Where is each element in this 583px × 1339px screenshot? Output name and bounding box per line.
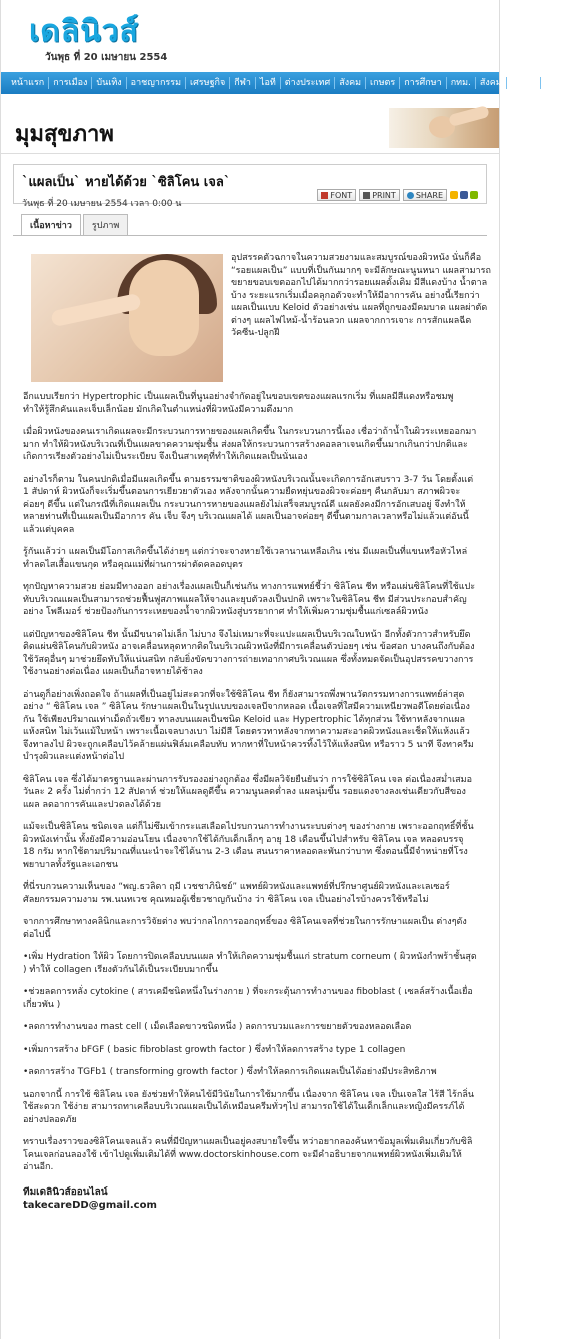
nav-item-articles[interactable]: บทความ xyxy=(545,78,579,88)
bullet-item: •ลดการสร้าง TGFb1 ( transforming growth factor ) ซึ่งทำให้ลดการเกิดแผลเป็นได้อย่างมีประสิทธิภาพ xyxy=(23,1067,437,1077)
tab-photos[interactable]: รูปภาพ xyxy=(83,214,128,235)
bullet-item: •เพิ่มการสร้าง bFGF ( basic fibroblast growth factor ) ซึ่งทำให้ลดการสร้าง type 1 collagen xyxy=(23,1044,406,1055)
paragraph: แต่ปัญหาของซิลิโคน ชีท นั้นมีขนาดไม่เล็ก ไม่บาง จึงไม่เหมาะที่จะแปะแผลเป็นบริเวณใบหน้า อีกทั้งตัวกาวสำหรับยึดติดแผ่นซิลิโคนกับผิวหนัง อาจเคลื่อนหลุดหากติดในบริเวณผิวหนังที่มีการเคลื่อนตัวบ่อยๆ เช่น ข้อศอก บางคนถึงกับต้องใช้วัสดุอื่นๆ มาช่วยยึดทับให้แน่นสนิท กลับยิ่งขัดขวางการถ่ายเทอากาศบริเวณแผล ซึ่งทั้งหมดจัดเป็นอุปสรรคขวางการใช้งานอย่างต่อเนื่อง แผลเป็นก็อาจหายได้ช้าลง xyxy=(23,629,475,677)
signature xyxy=(23,1186,477,1212)
signature-email[interactable]: takecareDD@gmail.com xyxy=(23,1199,157,1211)
article-date: วันพุธ ที่ 20 เมษายน 2554 เวลา 0:00 น xyxy=(22,199,182,209)
site-header xyxy=(1,0,499,72)
nav-item-education[interactable]: การศึกษา xyxy=(400,77,447,89)
paragraph: ที่นี่รบกวนความเห็นของ “พญ.ธวลิดา ฤมี เวชชาภินิชย์” แพทย์ผิวหนังและแพทย์ที่ปรึกษาศูนย์ผิวหนังและเลเซอร์ศัลยกรรมความงาม รพ.นนทเวช คุณหมอผู้เชี่ยวชาญกันบ้าง ว่า ซิลิโคน เจล เป็นอย่างไรบ้างควรใช้หรือไม่ xyxy=(23,882,450,905)
paragraph: เมื่อผิวหนังของคนเราเกิดแผลจะมีกระบวนการหายของแผลเกิดขึ้น ในกระบวนการนี้เอง เชื่อว่าถ้าน้ำในผิวระเหยออกมามาก ทำให้ผิวหนังบริเวณที่เป็นแผลขาดความชุ่มชื้น ส่งผลให้กระบวนการสร้างคอลลาเจนเกิดขึ้นมากเกินกว่าปกติและเกิดการเรียงตัวอย่างไม่เป็นระเบียบ จึงเป็นสาเหตุที่ทำให้เกิดแผลเป็นนั่นเอง xyxy=(23,427,477,462)
paragraph: จากการศึกษาทางคลินิกและการวิจัยต่าง พบว่ากลไกการออกฤทธิ์ของ ซิลิโคนเจลที่ช่วยในการรักษาแผลเป็น ต่างๆดังต่อไปนี้ xyxy=(23,917,467,940)
print-button-label: PRINT xyxy=(372,190,396,200)
bullet-item: •ช่วยลดการหลั่ง cytokine ( สารเคมีชนิดหนึ่งในร่างกาย ) ที่จะกระตุ้นการทำงานของ fiboblast ( เซลล์สร้างเนื้อเยื่อเกี่ยวพัน ) xyxy=(23,987,473,1010)
nav-item-world[interactable]: ต่างประเทศ xyxy=(281,77,335,89)
paragraph: อ่านดูก็อย่างเพิ่งถอดใจ ถ้าแผลที่เป็นอยู่ไม่สะดวกที่จะใช้ซิลิโคน ชีท ก็ยังสามารถพึ่งพานวัตกรรมทางการแพทย์ล่าสุด อย่าง “ ซิลิโคน เจล ” ซิลิโคน รักษาแผลเป็นในรูปแบบของเจลบีจากหลอด เนื้อเจลที่ใสมีความเหนียวพอดีโดยต่อเนื่องกัน ใช้เพียงปริมาณเท่าเม็ดถั่วเขียว ทาลงบนแผลเป็นชนิด Keloid และ Hypertrophic ได้ทุกส่วน ใช้ทาหลังจากแผลแห้งสนิท ไม่เว้นแม้ใบหน้า เพราะเนื้อเจลบางเบา ไม่มีสี โดยตรวทาหลังจากทาความสะอาดผิวหนังและเช็ดให้แห้งแล้วจึงทาลงไป ผิวจะถูกเคลือบไว้คล้ายแผ่นฟิล์มเคลือบทับ หากทาที่ใบหน้าควรทิ้งไว้ให้แห้งสนิท หรือราว 5 นาที จึงทาครีมบำรุงผิวและแต่งหน้าต่อไป xyxy=(23,689,474,762)
facebook-icon[interactable] xyxy=(460,191,468,199)
nav-item-agriculture[interactable]: เกษตร xyxy=(366,77,400,89)
nav-item-crime[interactable]: อาชญากรรม xyxy=(127,77,186,89)
image-face-shape xyxy=(129,260,199,356)
paragraph: ทุกปัญหาความสวย ย่อมมีทางออก อย่างเรื่องแผลเป็นก็เช่นกัน ทางการแพทย์ชี้ว่า ซิลิโคน ชีท หรือแผ่นซิลิโคนที่ใช้แปะทับบริเวณแผลเป็นสามารถช่วยฟื้นฟูสภาพแผลให้จางและยุบตัวลงเป็นปกติ เพราะในซิลิโคน ชีท มีส่วนประกอบสำคัญอย่าง โพลีเมอร์ ช่วยป้องกันการระเหยของน้ำจากผิวหนังสู่บรรยากาศ ทำให้เพิ่มความชุ่มชื้นแก่เซลล์ผิวหนัง xyxy=(23,582,476,617)
section-title: มุมสุขภาพ xyxy=(15,122,114,147)
article-image[interactable] xyxy=(31,254,223,382)
article-header xyxy=(13,164,487,209)
nav-item-entertainment[interactable]: บันเทิง xyxy=(92,77,126,89)
nav-item-it[interactable]: ไอที xyxy=(256,77,281,89)
banner-hand-shape xyxy=(448,105,490,127)
font-icon xyxy=(321,192,328,199)
bullet-item: •เพิ่ม Hydration ให้ผิว โดยการปิดเคลือบบนแผล ทำให้เกิดความชุ่มชื้นแก่ stratum corneum ( ผิวหนังกำพร้าชั้นสุด ) ทำให้ collagen เรียงตัวกันได้เป็นระเบียบมากขึ้น xyxy=(23,952,477,975)
section-banner xyxy=(1,94,499,154)
article-lead xyxy=(23,242,491,387)
section-banner-image xyxy=(389,108,499,148)
nav-item-economy[interactable]: เศรษฐกิจ xyxy=(186,77,230,89)
nav-item-bangkok[interactable]: กทม. xyxy=(447,77,476,89)
site-logo[interactable]: เดลินิวส์ xyxy=(29,14,139,49)
tab-content[interactable]: เนื้อหาข่าว xyxy=(21,214,81,235)
font-button-label: FONT xyxy=(330,190,353,200)
nav-item-society[interactable]: สังคม xyxy=(335,77,366,89)
social-icons xyxy=(450,189,478,201)
share-button[interactable] xyxy=(403,189,447,201)
nav-item-variety[interactable]: วาไรตี้ xyxy=(507,77,541,89)
main-nav xyxy=(1,72,579,94)
lead-paragraph: อุปสรรคตัวฉกาจในความสวยงามและสมบูรณ์ของผิวหนัง นั่นก็คือ “รอยแผลเป็น” แบบที่เป็นกันมากๆ จะมีลักษณะนูนหนา แผลสามารถขยายขอบเขตออกไปได้มากกว่ารอยแผลดั้งเดิม มีสีแดงบ้าง น้ำตาลบ้าง ระยะแรกเริ่มเมื่อคลุกอตัวจะทำให้มีอาการคัน อย่างนี้เรียกว่า แผลเป็นแบบ Keloid ตัวอย่างเช่น แผลที่ถูกของมีคมบาด แผลผ่าตัดต่างๆ แผลไฟไหม้-น้ำร้อนลวก แผลจากการเจาะ การสักแผลฉีดวัคซีน-ปลูกฝี xyxy=(231,253,491,338)
nav-item-sports[interactable]: กีฬา xyxy=(230,77,256,89)
paragraph: ซิลิโคน เจล ซึ่งได้มาตรฐานและผ่านการรับรองอย่างถูกต้อง ซึ่งมีผลวิจัยยืนยันว่า การใช้ซิลิโคน เจล ต่อเนื่องสม่ำเสมอ วันละ 2 ครั้ง ไม่ต่ำกว่า 12 สัปดาห์ ช่วยให้แผลดูดีขึ้น ความนูนลดต่ำลง แผลนุ่มขึ้น รอยแดงจางลงเช่นเดียวกับสีของแผล ลดอาการคันและปวดลงได้ด้วย xyxy=(23,774,472,810)
print-button[interactable] xyxy=(359,189,400,201)
paragraph-hypertrophic: อีกแบบเรียกว่า Hypertrophic เป็นแผลเป็นที่นูนอย่างจำกัดอยู่ในขอบเขตของแผลแรกเริ่ม ที่แผลมีสีแดงหรือชมพู ทำให้รู้สึกคันและเจ็บเล็กน้อย มักเกิดในตำแหน่งที่ผิวหนังมีความตึงมาก xyxy=(23,392,454,415)
article-tools xyxy=(317,189,478,201)
bookmark-icon[interactable] xyxy=(450,191,458,199)
header-date: วันพุธ ที่ 20 เมษายน 2554 xyxy=(45,52,168,63)
bullet-item: •ลดการทำงานของ mast cell ( เม็ดเลือดขาวชนิดหนึ่ง ) ลดการบวมและการขยายตัวของหลอดเลือด xyxy=(23,1022,412,1032)
share-icon xyxy=(407,192,414,199)
font-button[interactable] xyxy=(317,189,356,201)
nav-item-politics[interactable]: การเมือง xyxy=(49,77,92,89)
article-tabs xyxy=(21,214,487,235)
nav-item-home[interactable]: หน้าแรก xyxy=(7,77,49,89)
paragraph: รู้กันแล้วว่า แผลเป็นมีโอกาสเกิดขึ้นได้ง่ายๆ แต่กว่าจะจางหายใช้เวลานานเหลือเกิน เช่น มีแผลเป็นที่แขนหรือหัวไหล่ ทำลดไสเสื้อแขนกุด หรือคุณแม่ที่ผ่านการผ่าตัดคลอดบุตร xyxy=(23,547,468,570)
paragraph: นอกจากนี้ การใช้ ซิลิโคน เจล ยังช่วยทำให้คนไข้มีวินัยในการใช้มากขึ้น เนื่องจาก ซิลิโคน เจล เป็นเจลใส ไร้สี ไร้กลิ่นใช้สะดวก ใช้ง่าย สามารถทาเคลือบบริเวณแผลเป็นได้เหมือนครีมทั่วๆไป สามารถใช้ได้ในเด็กเล็กและหญิงมีครรภ์ได้อย่างปลอดภัย xyxy=(23,1089,475,1125)
nav-item-social[interactable]: สังคม xyxy=(476,77,507,89)
paragraph: อย่างไรก็ตาม ในคนปกติเมื่อมีแผลเกิดขึ้น ตามธรรมชาติของผิวหนังบริเวณนั้นจะเกิดการอักเสบราว 3-7 วัน โดยตั้งแต่ 1 สัปดาห์ ผิวหนังก็จะเริ่มขึ้นตอนการเยียวยาตัวเอง หลังจากนั้นความยืดหยุ่นของผิวจะค่อยๆ คืนกลับมา สภาพผิวจะค่อยๆ ดีขึ้น แต่ในกรณีที่เกิดแผลเป็น กระบวนการหายของแผลยังไม่เสร็จสมบูรณ์ดี แผลยังคงมีการอักเสบอยู่ จึงทำให้หลายท่านที่เป็นแผลเป็นมีอาการ คัน เจ็บ จึงๆ บริเวณแผลได้ แผลเป็นอาจค่อยๆ ดีขึ้นตามกาลเวลาหรือไม่แล้วแต่อันนี้แล้วแต่บุคคล xyxy=(23,474,474,535)
share-button-label: SHARE xyxy=(415,190,443,200)
paragraph: แม้จะเป็นซิลิโคน ชนิดเจล แต่ก็ไม่ซึมเข้ากระแสเลือดไปรบกวนการทำงานระบบต่างๆ ของร่างกาย เพราะออกฤทธิ์ที่ชั้นผิวหนังเท่านั้น ทั้งยังมีความอ่อนโยน เนื่องจากใช้ได้กับเด็กเล็กๆ อายุ 18 เดือนขึ้นไปสำหรับ ซิลิโคน เจล หลอดบรรจุ 18 กรัม หากใช้ตามปริมาณที่แนะนำจะใช้ได้นาน 2-3 เดือน สนนราคาหลอดละพันกว่าบาท ซึ่งตอนนี้มีจำหน่ายที่โรงพยาบาลทั้งรัฐและเอกชน xyxy=(23,822,474,870)
paragraph: ทราบเรื่องราวของซิลิโคนเจลแล้ว คนที่มีปัญหาแผลเป็นอยู่คงสบายใจขึ้น หว่าอยากลองค้นหาข้อมูลเพิ่มเติมเกี่ยวกับซิลิโคนเจลก่อนลองใช้ เข้าไปดูเพิ่มเติมได้ที่ www.doctorskinhouse.com จะมีคำอธิบายจากแพทย์ผิวหนังเพิ่มเติมให้อ่านอีก. xyxy=(23,1137,473,1172)
image-finger-shape xyxy=(50,293,141,327)
signature-team: ทีมเดลินิวส์ออนไลน์ xyxy=(23,1186,108,1198)
print-icon xyxy=(363,192,370,199)
article-body xyxy=(13,236,491,1212)
favorite-icon[interactable] xyxy=(470,191,478,199)
article-title: `แผลเป็น` หายได้ด้วย `ซิลิโคน เจล` xyxy=(22,175,231,190)
